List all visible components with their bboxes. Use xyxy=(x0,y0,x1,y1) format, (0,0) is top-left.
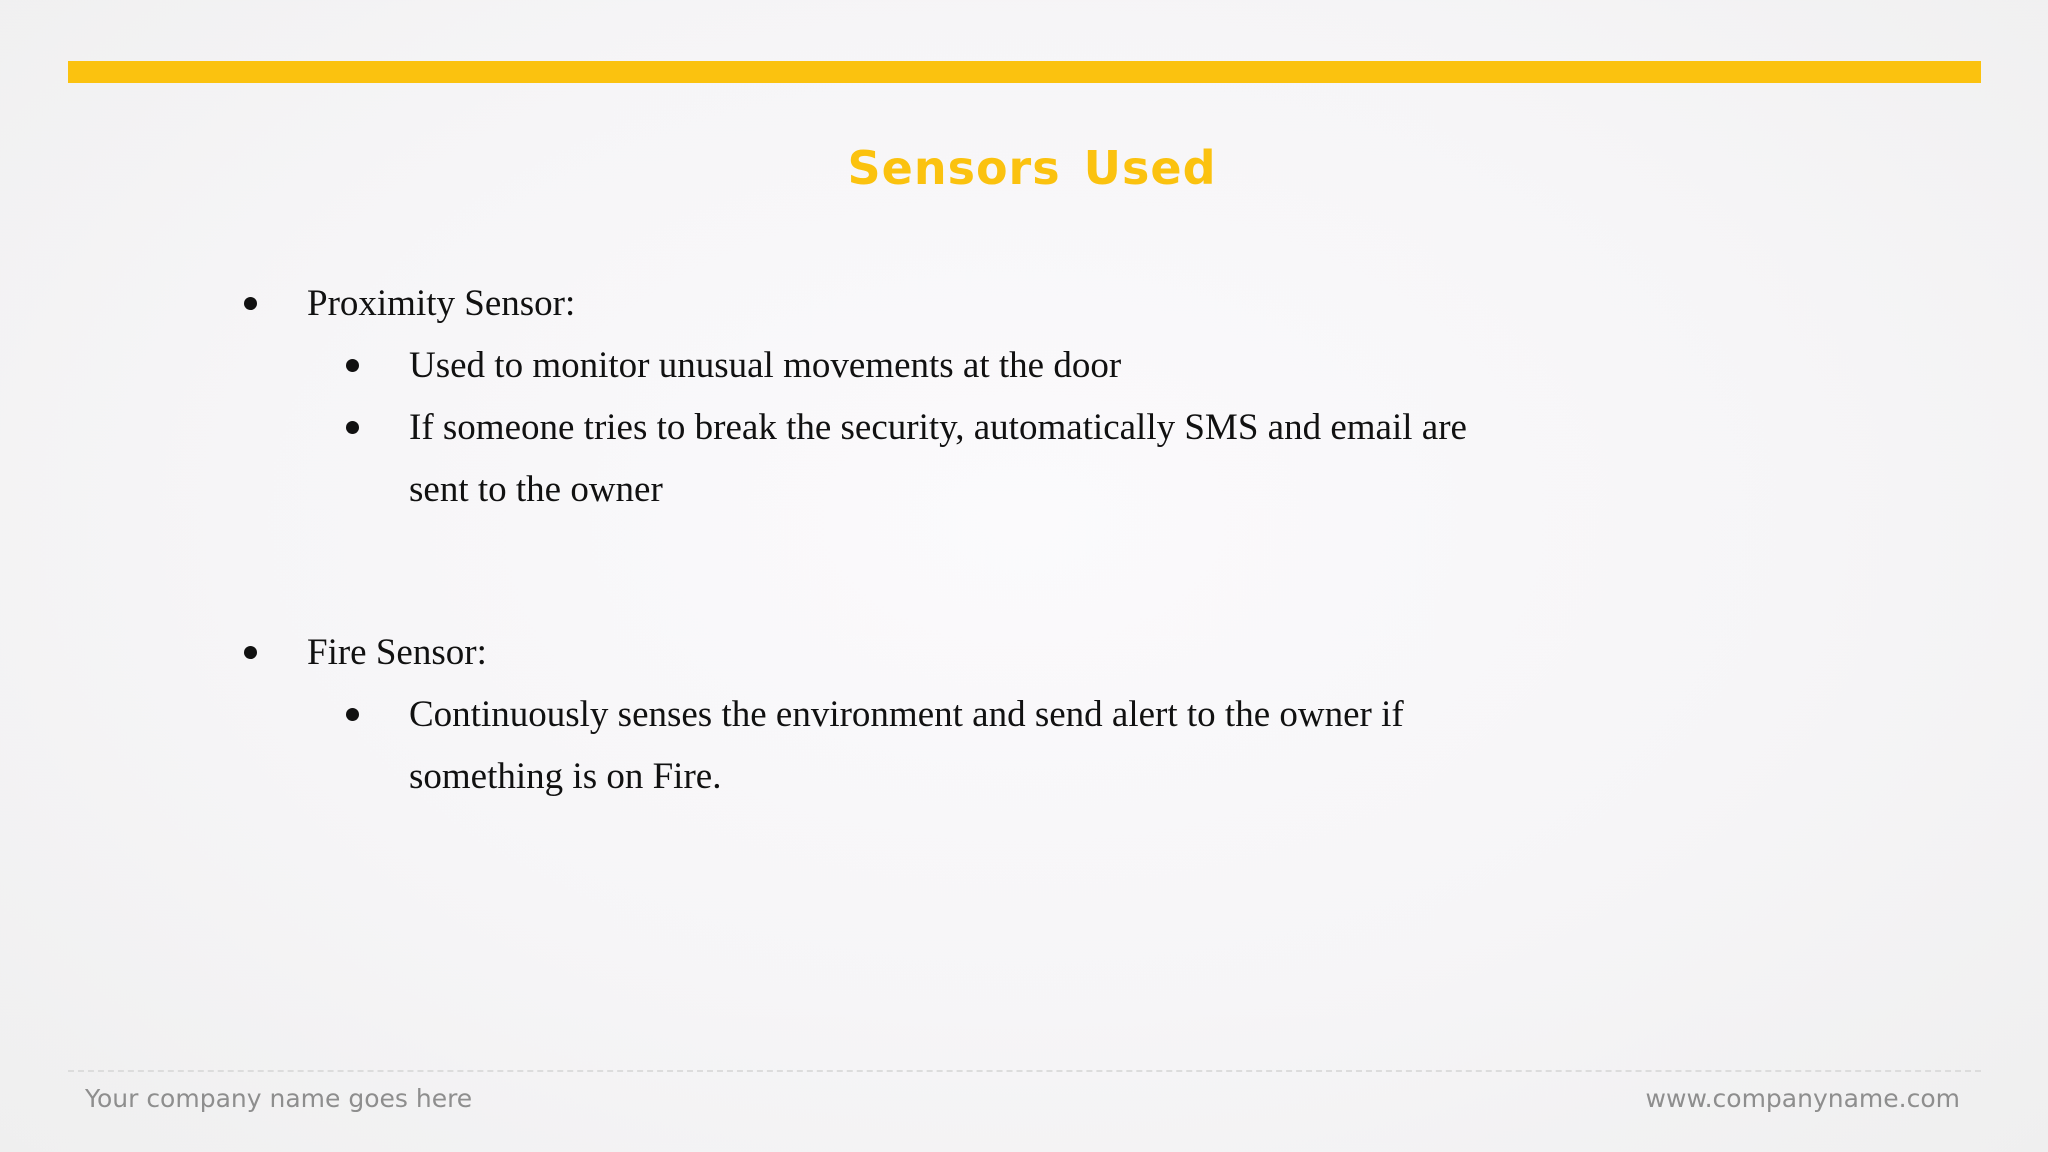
sub-item-text: If someone tries to break the security, automatically SMS and email are sent to the owner xyxy=(409,407,1477,510)
section-heading: Fire Sensor: xyxy=(307,632,487,673)
slide-title: Sensors Used xyxy=(847,141,1217,195)
list-item-fire-sensor xyxy=(244,622,487,684)
sub-list-item xyxy=(346,335,1496,397)
list-item-proximity-sensor xyxy=(244,273,575,335)
sub-item-text: Used to monitor unusual movements at the door xyxy=(409,345,1122,386)
sub-item-text: Continuously senses the environment and send alert to the owner if something is on Fire. xyxy=(409,694,1413,797)
sub-list-item xyxy=(346,397,1496,521)
footer-divider xyxy=(68,1070,1981,1072)
bullet-icon xyxy=(346,359,359,372)
footer-website: www.companyname.com xyxy=(1645,1084,1960,1113)
bullet-icon xyxy=(346,708,359,721)
bullet-icon xyxy=(244,297,257,310)
bullet-icon xyxy=(346,421,359,434)
sub-list-item xyxy=(346,684,1496,808)
bullet-icon xyxy=(244,646,257,659)
footer-company-name: Your company name goes here xyxy=(85,1084,473,1113)
section-heading: Proximity Sensor: xyxy=(307,283,576,324)
accent-bar xyxy=(68,61,1981,83)
